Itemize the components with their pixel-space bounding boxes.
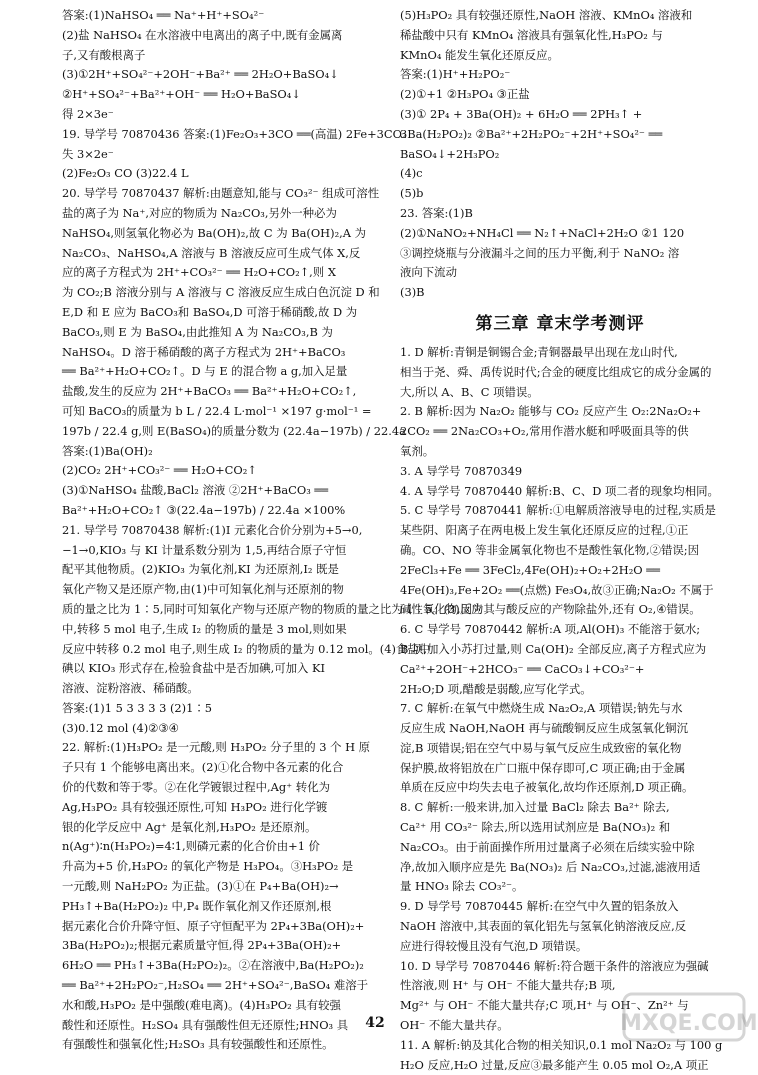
text-line: 酸性和还原性。H₂SO₄ 具有强酸性但无还原性;HNO₃ 具 xyxy=(62,1017,349,1032)
text-line: 答案:(1)1 5 3 3 3 3 (2)1∶5 xyxy=(62,700,212,715)
text-line: 4. A 导学号 70870440 解析:B、C、D 项二者的现象均相同。 xyxy=(400,483,719,498)
text-line: 7. C 解析:在氧气中燃烧生成 Na₂O₂,A 项错误;钠先与水 xyxy=(400,701,683,716)
text-line: 盐酸,发生的反应为 2H⁺+BaCO₃ ══ Ba²⁺+H₂O+CO₂↑, xyxy=(62,384,357,399)
text-line: 20. 导学号 70870437 解析:由题意知,能与 CO₃²⁻ 组成可溶性 xyxy=(62,186,380,201)
text-line: BaCO₃,则 E 为 BaSO₄,由此推知 A 为 Na₂CO₃,B 为 xyxy=(62,324,333,339)
watermark-text: MXQE.COM xyxy=(620,1011,758,1036)
text-line: 子只有 1 个能够电离出来。(2)①化合物中各元素的化合 xyxy=(62,760,344,775)
text-line: BaSO₄↓+2H₃PO₂ xyxy=(400,146,500,161)
text-line: (3)0.12 mol (4)②③④ xyxy=(62,720,179,735)
text-line: 氧剂。 xyxy=(400,443,435,458)
right-column xyxy=(400,6,723,1075)
text-line: (2)盐 NaHSO₄ 在水溶液中电离出的离子中,既有金属离 xyxy=(62,27,343,42)
text-line: 碱性氧化物,因为其与酸反应的产物除盐外,还有 O₂,④错误。 xyxy=(400,602,701,617)
text-line: (3)①NaHSO₄ 盐酸,BaCl₂ 溶液 ②2H⁺+BaCO₃ ══ xyxy=(62,483,329,498)
text-line: ③调控烧瓶与分液漏斗之间的压力平衡,利于 NaNO₂ 溶 xyxy=(400,245,680,260)
text-line: 保护膜,故将铝放在广口瓶中保存即可,C 项正确;由于金属 xyxy=(400,760,686,775)
text-line: 银的化学反应中 Ag⁺ 是氧化剂,H₃PO₂ 是还原剂。 xyxy=(62,819,317,834)
text-line: B 项,加入小苏打过量,则 Ca(OH)₂ 全部反应,离子方程式应为 xyxy=(400,641,707,656)
text-line: 为 CO₂;B 溶液分别与 A 溶液与 C 溶液反应生成白色沉淀 D 和 xyxy=(62,285,380,300)
text-line: H₂O 反应,H₂O 过量,反应③最多能产生 0.05 mol O₂,A 项正 xyxy=(400,1057,709,1072)
text-line: 22. 解析:(1)H₃PO₂ 是一元酸,则 H₃PO₂ 分子里的 3 个 H 原 xyxy=(62,740,371,755)
text-line: 价的代数和等于零。②在化学镀银过程中,Ag⁺ 转化为 xyxy=(62,780,330,795)
text-line: 子,又有酸根离子 xyxy=(62,47,146,62)
text-line: (5)H₃PO₂ 具有较强还原性,NaOH 溶液、KMnO₄ 溶液和 xyxy=(400,8,693,22)
text-line: 2. B 解析:因为 Na₂O₂ 能够与 CO₂ 反应产生 O₂:2Na₂O₂+ xyxy=(400,404,702,419)
text-line: 可知 BaCO₃的质量为 b L / 22.4 L·mol⁻¹ ×197 g·mol⁻¹ = xyxy=(62,403,372,418)
text-line: 21. 导学号 70870438 解析:(1)I 元素化合价分别为+5→0, xyxy=(62,522,363,537)
text-line: (5)b xyxy=(400,186,424,201)
text-line: 某些阴、阳离子在两电极上发生氧化还原反应的过程,①正 xyxy=(400,523,689,538)
text-line: 配平其他物质。(2)KIO₃ 为氧化剂,KI 为还原剂,I₂ 既是 xyxy=(62,562,339,577)
text-line: (3)①2H⁺+SO₄²⁻+2OH⁻+Ba²⁺ ══ 2H₂O+BaSO₄↓ xyxy=(62,67,339,82)
text-line: NaHSO₄,则氢氧化物必为 Ba(OH)₂,故 C 为 Ba(OH)₂,A 为 xyxy=(62,225,366,240)
text-line: 应的离子方程式为 2H⁺+CO₃²⁻ ══ H₂O+CO₂↑,则 X xyxy=(62,265,336,280)
text-line: 2H₂O;D 项,醋酸是弱酸,应写化学式。 xyxy=(400,681,592,696)
text-line: 9. D 导学号 70870445 解析:在空气中久置的铝条放入 xyxy=(400,899,679,914)
text-line: 2CO₂ ══ 2Na₂CO₃+O₂,常用作潜水艇和呼吸面具等的供 xyxy=(400,424,689,439)
text-line: (4)c xyxy=(400,166,423,181)
text-line: ══ Ba²⁺+H₂O+CO₂↑。D 与 E 的混合物 a g,加入足量 xyxy=(62,364,348,379)
text-line: Na₂CO₃、NaHSO₄,A 溶液与 B 溶液反应可生成气体 X,反 xyxy=(62,245,361,260)
text-line: 量 HNO₃ 除去 CO₃²⁻。 xyxy=(400,879,524,894)
text-line: (2)CO₂ 2H⁺+CO₃²⁻ ══ H₂O+CO₂↑ xyxy=(62,463,257,478)
text-line: 答案:(1)NaHSO₄ ══ Na⁺+H⁺+SO₄²⁻ xyxy=(62,8,265,22)
text-line: 11. A 解析:钠及其化合物的相关知识,0.1 mol Na₂O₂ 与 100 g xyxy=(400,1037,723,1052)
text-line: OH⁻ 不能大量共存。 xyxy=(400,1018,509,1033)
text-line: 应进行得较慢且没有气泡,D 项错误。 xyxy=(400,938,588,953)
text-line: 中,转移 5 mol 电子,生成 I₂ 的物质的量是 3 mol,则如果 xyxy=(62,621,347,636)
text-line: PH₃↑+Ba(H₂PO₂)₂ 中,P₄ 既作氧化剂又作还原剂,根 xyxy=(62,898,332,913)
text-line: Ba²⁺+H₂O+CO₂↑ ③(22.4a−197b) / 22.4a ×100% xyxy=(62,502,346,517)
text-line: ══ Ba²⁺+2H₂PO₂⁻,H₂SO₄ ══ 2H⁺+SO₄²⁻,BaSO₄ 难溶于 xyxy=(62,978,369,993)
text-line: 盐的离子为 Na⁺,对应的物质为 Na₂CO₃,另外一种必为 xyxy=(62,205,337,220)
text-line: 净,故加入顺序应是先 Ba(NO₃)₂ 后 Na₂CO₃,过滤,滤液用适 xyxy=(400,859,701,874)
text-line: KMnO₄ 能发生氧化还原反应。 xyxy=(400,47,559,62)
text-line: 4Fe(OH)₃,Fe+2O₂ ══(点燃) Fe₃O₄,故③正确;Na₂O₂ 不属于 xyxy=(400,582,714,597)
text-line: 1. D 解析:青铜是铜锡合金;青铜器最早出现在龙山时代, xyxy=(400,344,678,359)
text-line: 3. A 导学号 70870349 xyxy=(400,463,523,478)
text-line: 淀,B 项错误;铝在空气中易与氧气反应生成致密的氧化物 xyxy=(400,740,682,755)
text-line: ②H⁺+SO₄²⁻+Ba²⁺+OH⁻ ══ H₂O+BaSO₄↓ xyxy=(62,87,301,102)
text-line: 反应中转移 0.2 mol 电子,则生成 I₂ 的物质的量为 0.12 mol。(4)食盐中 xyxy=(62,641,431,656)
text-line: 相当于尧、舜、禹传说时代;合金的硬度比组成它的成分金属的 xyxy=(400,364,712,379)
text-line: Ca²⁺ 用 CO₃²⁻ 除去,所以选用试剂应是 Ba(NO₃)₂ 和 xyxy=(400,820,671,835)
text-line: 197b / 22.4 g,则 E(BaSO₄)的质量分数为 (22.4a−197b) / 22.4a xyxy=(62,423,406,438)
text-line: 水和酸,H₃PO₂ 是中强酸(难电离)。(4)H₃PO₂ 具有较强 xyxy=(62,997,341,1012)
text-line: 一元酸,则 NaH₂PO₂ 为正盐。(3)①在 P₄+Ba(OH)₂→ xyxy=(62,879,339,894)
text-line: 6H₂O ══ PH₃↑+3Ba(H₂PO₂)₂。②在溶液中,Ba(H₂PO₂)₂ xyxy=(62,958,364,973)
chapter-heading: 第三章 章末学考测评 xyxy=(475,313,645,334)
text-line: 液向下流动 xyxy=(400,265,457,280)
text-line: 答案:(1)H⁺+H₂PO₂⁻ xyxy=(400,67,511,82)
text-line: 失 3×2e⁻ xyxy=(62,146,114,161)
text-line: (2)①+1 ②H₃PO₄ ③正盐 xyxy=(400,87,530,102)
text-line: Mg²⁺ 与 OH⁻ 不能大量共存;C 项,H⁺ 与 OH⁻、Zn²⁺ 与 xyxy=(400,998,689,1013)
text-line: 2FeCl₃+Fe ══ 3FeCl₂,4Fe(OH)₂+O₂+2H₂O ══ xyxy=(400,562,660,577)
text-line: 6. C 导学号 70870442 解析:A 项,Al(OH)₃ 不能溶于氨水; xyxy=(400,622,701,637)
text-line: 确。CO、NO 等非金属氧化物也不是酸性氧化物,②错误;因 xyxy=(400,542,700,557)
text-line: 8. C 解析:一般来讲,加入过量 BaCl₂ 除去 Ba²⁺ 除去, xyxy=(400,800,670,815)
text-line: 23. 答案:(1)B xyxy=(400,205,473,220)
text-line: −1→0,KIO₃ 与 KI 计量系数分别为 1,5,再结合原子守恒 xyxy=(62,542,347,557)
text-line: E,D 和 E 应为 BaCO₃和 BaSO₄,D 可溶于稀硝酸,故 D 为 xyxy=(62,304,358,319)
text-line: n(Ag⁺)∶n(H₃PO₂)=4∶1,则磷元素的化合价由+1 价 xyxy=(62,839,320,854)
text-line: 得 2×3e⁻ xyxy=(62,106,114,121)
text-line: NaHSO₄。D 溶于稀硝酸的离子方程式为 2H⁺+BaCO₃ xyxy=(62,344,346,359)
text-line: 溶液、淀粉溶液、稀硝酸。 xyxy=(62,681,199,696)
text-line: NaOH 溶液中,其表面的氧化铝先与氢氧化钠溶液反应,反 xyxy=(400,919,687,934)
text-line: Ca²⁺+2OH⁻+2HCO₃⁻ ══ CaCO₃↓+CO₃²⁻+ xyxy=(400,661,645,676)
text-line: 据元素化合价升降守恒、原子守恒配平为 2P₄+3Ba(OH)₂+ xyxy=(62,918,365,933)
text-line: (3)① 2P₄ + 3Ba(OH)₂ + 6H₂O ══ 2PH₃↑ + xyxy=(400,106,643,121)
text-line: 质的量之比为 1∶5,同时可知氧化产物与还原产物的物质的量之比为 1∶5。(3)反应 xyxy=(62,601,483,616)
text-line: 反应生成 NaOH,NaOH 再与硫酸铜反应生成氢氧化铜沉 xyxy=(400,721,688,736)
text-line: (2)Fe₂O₃ CO (3)22.4 L xyxy=(62,166,189,181)
text-line: 3Ba(H₂PO₂)₂;根据元素质量守恒,得 2P₄+3Ba(OH)₂+ xyxy=(62,938,342,953)
text-line: 碘以 KIO₃ 形式存在,检验食盐中是否加碘,可加入 KI xyxy=(62,661,326,676)
text-line: 5. C 导学号 70870441 解析:①电解质溶液导电的过程,实质是 xyxy=(400,503,716,518)
text-line: 19. 导学号 70870436 答案:(1)Fe₂O₃+3CO ══(高温) 2Fe+3CO₂ xyxy=(62,126,407,141)
text-line: (2)①NaNO₂+NH₄Cl ══ N₂↑+NaCl+2H₂O ②1 120 xyxy=(400,225,685,240)
text-line: 有强酸性和强氧化性;H₂SO₃ 具有较强酸性和还原性。 xyxy=(62,1037,334,1052)
text-line: Ag,H₃PO₂ 具有较强还原性,可知 H₃PO₂ 进行化学镀 xyxy=(62,799,328,814)
text-line: (3)B xyxy=(400,285,425,300)
page-number: 42 xyxy=(365,1015,385,1031)
text-line: 单质在反应中均失去电子被氧化,故均作还原剂,D 项正确。 xyxy=(400,780,694,795)
text-line: Na₂CO₃。由于前面操作所用过量离子必须在后续实验中除 xyxy=(400,839,695,854)
text-line: 性溶液,则 H⁺ 与 OH⁻ 不能大量共存;B 项, xyxy=(400,978,616,993)
text-line: 答案:(1)Ba(OH)₂ xyxy=(62,443,153,458)
text-line: 大,所以 A、B、C 项错误。 xyxy=(400,384,539,399)
text-line: 3Ba(H₂PO₂)₂ ②Ba²⁺+2H₂PO₂⁻+2H⁺+SO₄²⁻ ══ xyxy=(400,126,663,141)
text-line: 升高为+5 价,H₃PO₂ 的氧化产物是 H₃PO₄。③H₃PO₂ 是 xyxy=(62,859,354,874)
text-line: 氧化产物又是还原产物,由(1)中可知氧化剂与还原剂的物 xyxy=(62,582,344,597)
text-line: 稀盐酸中只有 KMnO₄ 溶液具有强氧化性,H₃PO₂ 与 xyxy=(400,27,663,42)
text-line: 10. D 导学号 70870446 解析:符合题干条件的溶液应为强碱 xyxy=(400,958,709,973)
